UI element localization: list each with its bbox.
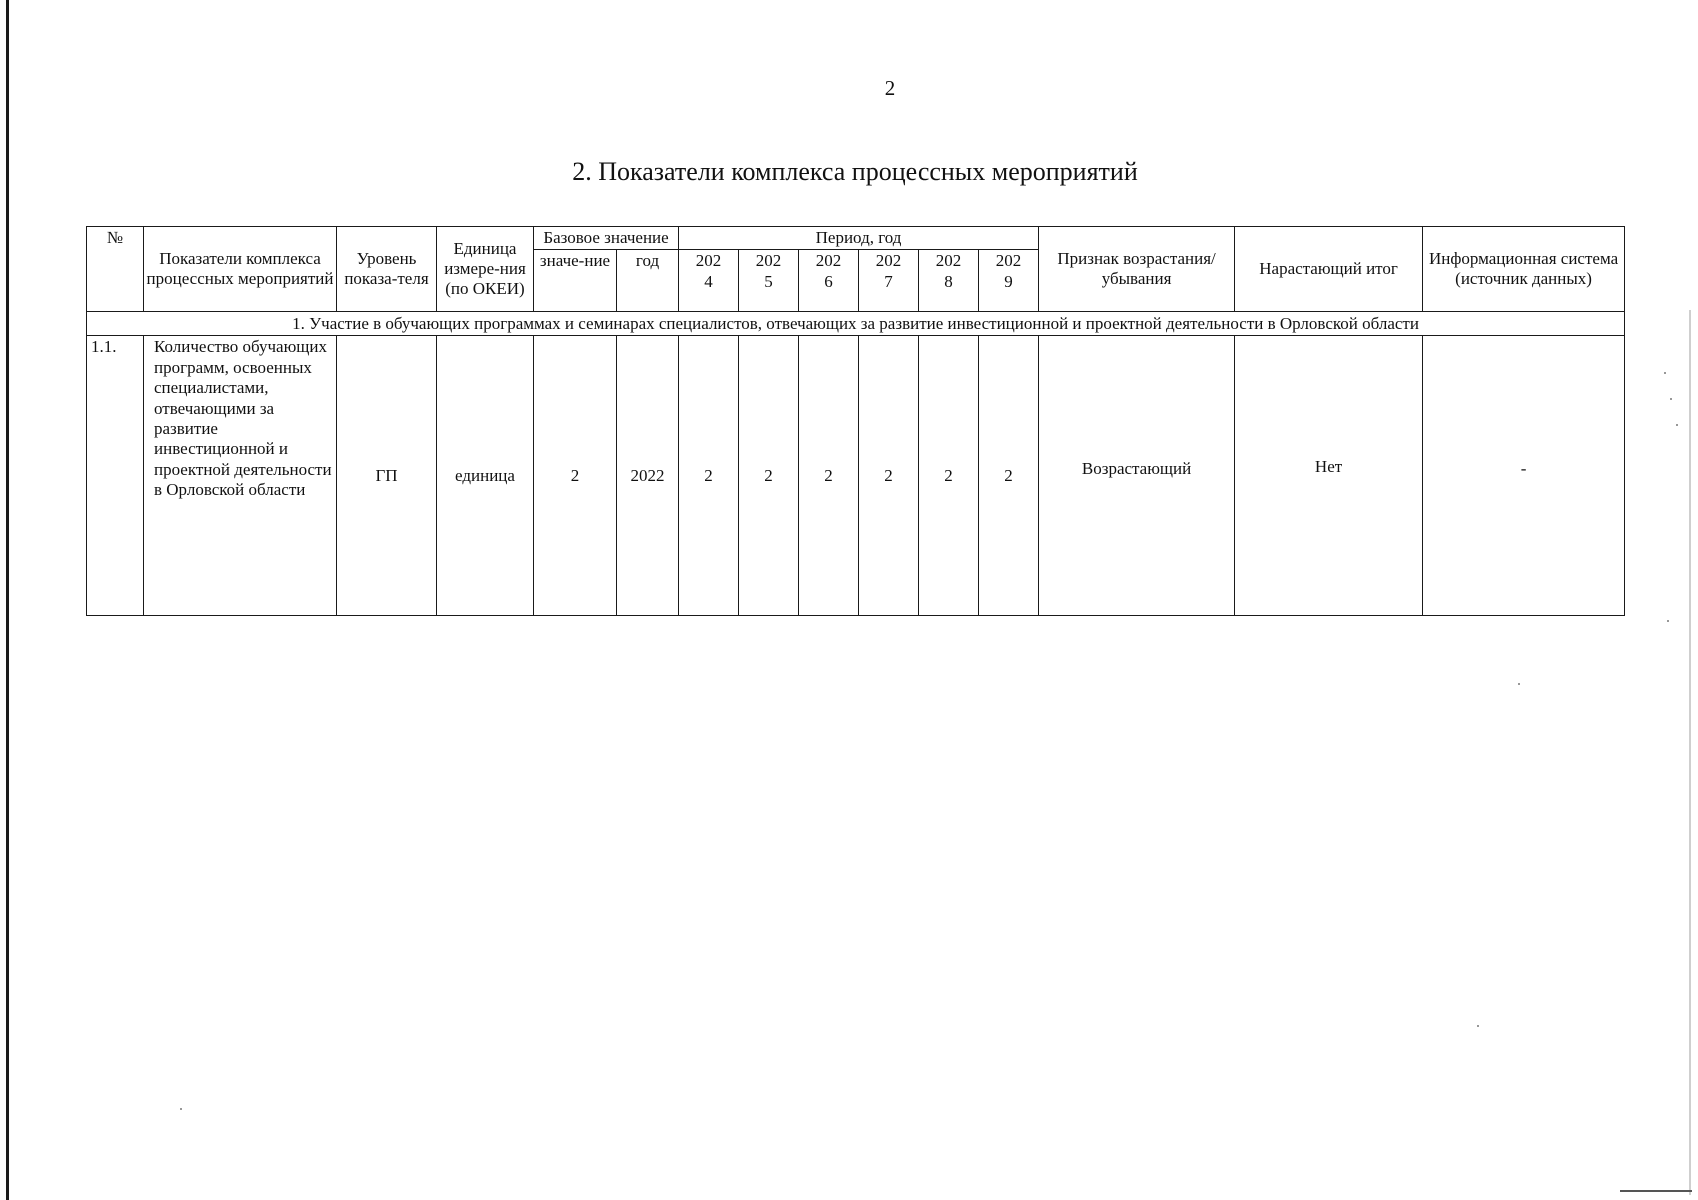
header-year-2026: 202 6 [799,250,859,312]
row-unit: единица [437,336,534,616]
section-row [87,312,1625,336]
row-info-system: - [1423,336,1625,616]
page-number: 2 [884,76,896,100]
row-value-2025: 2 [739,336,799,616]
row-base-year: 2022 [617,336,679,616]
header-trend: Признак возрастания/ убывания [1039,227,1235,312]
row-cumulative: Нет [1235,336,1423,616]
header-year-2027: 202 7 [859,250,919,312]
row-level: ГП [337,336,437,616]
header-year-2029: 202 9 [979,250,1039,312]
header-cumulative: Нарастающий итог [1235,227,1423,312]
scan-speck [1477,1025,1479,1027]
scan-speck [180,1108,182,1110]
row-value-2029: 2 [979,336,1039,616]
section-title: 2. Показатели комплекса процессных мероприятий [572,157,1138,186]
header-indicator: Показатели комплекса процессных мероприятий [144,227,337,312]
header-no: № [87,227,144,312]
header-base-value: значе-ние [534,250,617,312]
header-year-2028: 202 8 [919,250,979,312]
section-row-text: 1. Участие в обучающих программах и семинарах специалистов, отвечающих за развитие инвестиционной и проектной деятельности в Орловской области [87,312,1625,336]
header-base: Базовое значение [534,227,679,250]
indicators-table [86,226,1625,616]
header-year-2024: 202 4 [679,250,739,312]
header-info-system: Информационная система (источник данных) [1423,227,1625,312]
header-year-2025: 202 5 [739,250,799,312]
row-indicator: Количество обучающих программ, освоенных специалистами, отвечающими за развитие инвестиционной и проектной деятельности в Орловской области [144,336,337,616]
scan-speck [1518,683,1520,685]
header-unit: Единица измере-ния (по ОКЕИ) [437,227,534,312]
row-no: 1.1. [87,336,144,616]
header-row-1 [87,227,1625,250]
page-edge-right [1689,310,1691,1195]
table-row [87,336,1625,616]
row-value-2027: 2 [859,336,919,616]
header-base-year: год [617,250,679,312]
row-value-2028: 2 [919,336,979,616]
header-period: Период, год [679,227,1039,250]
row-value-2024: 2 [679,336,739,616]
header-level: Уровень показа-теля [337,227,437,312]
scan-speck [1670,398,1672,400]
scan-speck [1664,372,1666,374]
scan-speck [1676,424,1678,426]
scan-speck [1667,620,1669,622]
row-trend: Возрастающий [1039,336,1235,616]
row-value-2026: 2 [799,336,859,616]
row-base-value: 2 [534,336,617,616]
page-edge-bottom [1620,1190,1692,1192]
